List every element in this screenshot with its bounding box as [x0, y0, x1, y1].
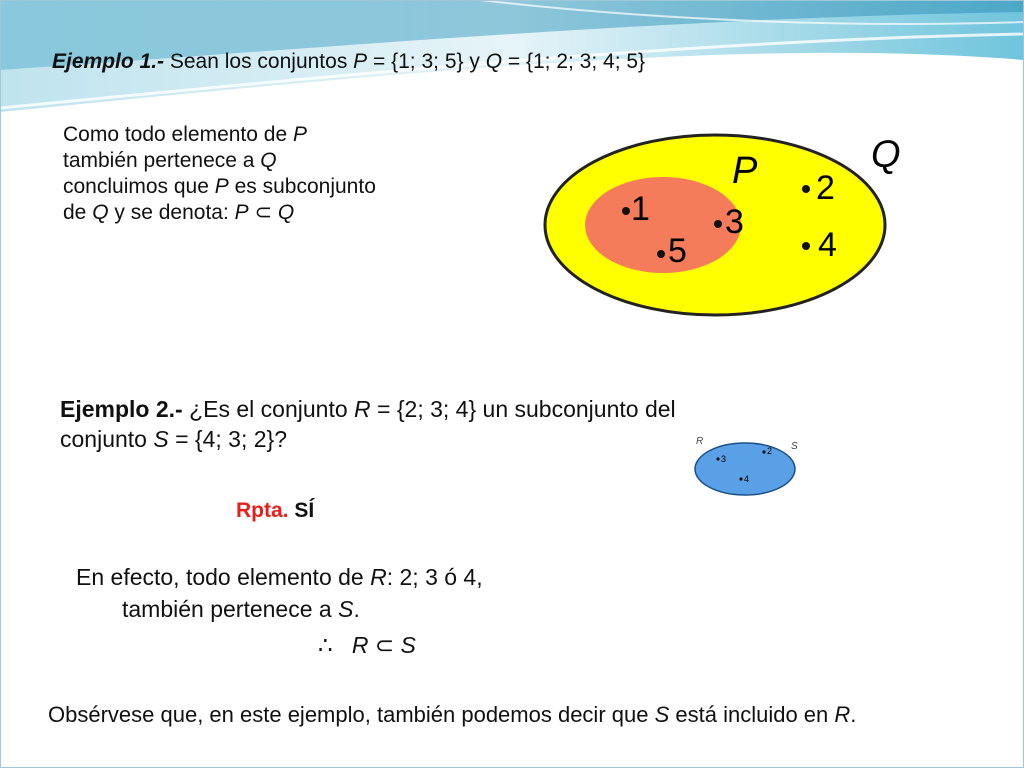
- set-p-label: P: [732, 150, 758, 192]
- element-dot-4: [802, 242, 810, 250]
- venn-diagram-r-s: [690, 432, 810, 502]
- set-q-label: Q: [871, 134, 901, 176]
- venn-diagram-p-q: [535, 125, 930, 325]
- element-dot-1: [622, 207, 630, 215]
- element-2: 2: [816, 169, 835, 207]
- element-dot-3: [714, 220, 722, 228]
- proof-line-1: En efecto, todo elemento de R: 2; 3 ó 4,: [76, 564, 483, 590]
- element-dot-2-small: [762, 450, 765, 453]
- element-2-small: 2: [767, 446, 773, 456]
- element-4: 4: [818, 226, 837, 264]
- element-dot-4-small: [739, 477, 742, 480]
- element-4-small: 4: [744, 474, 750, 484]
- set-r-label: R: [696, 436, 704, 447]
- therefore-symbol: ∴: [318, 632, 333, 658]
- answer-label: Rpta.: [236, 499, 289, 522]
- element-3-small: 3: [721, 454, 727, 464]
- example2-label: Ejemplo 2.-: [60, 396, 183, 422]
- explanation-paragraph: Como todo elemento de P también pertenece a Q concluimos que P es subconjunto de Q y se denota: P ⊂ Q: [63, 123, 376, 224]
- observation-note: Obsérvese que, en este ejemplo, también podemos decir que S está incluido en R.: [48, 702, 857, 727]
- proof-line-2: también pertenece a S.: [122, 596, 360, 622]
- example1-title: Ejemplo 1.- Sean los conjuntos P = {1; 3; 5} y Q = {1; 2; 3; 4; 5}: [52, 50, 646, 73]
- answer-value: SÍ: [294, 499, 315, 522]
- element-dot-2: [802, 185, 810, 193]
- element-dot-3-small: [716, 457, 719, 460]
- element-3: 3: [725, 203, 744, 241]
- element-dot-5: [657, 250, 665, 258]
- proof-conclusion: ∴ R ⊂ S: [318, 632, 416, 658]
- example1-label: Ejemplo 1.-: [52, 50, 165, 73]
- set-s-label: S: [791, 441, 798, 452]
- example2-question: Ejemplo 2.- ¿Es el conjunto R = {2; 3; 4} un subconjunto del conjunto S = {4; 3; 2}?: [60, 396, 676, 452]
- answer: [236, 499, 314, 523]
- set-rs-ellipse: [695, 443, 795, 495]
- element-5: 5: [668, 232, 687, 270]
- element-1: 1: [631, 190, 650, 228]
